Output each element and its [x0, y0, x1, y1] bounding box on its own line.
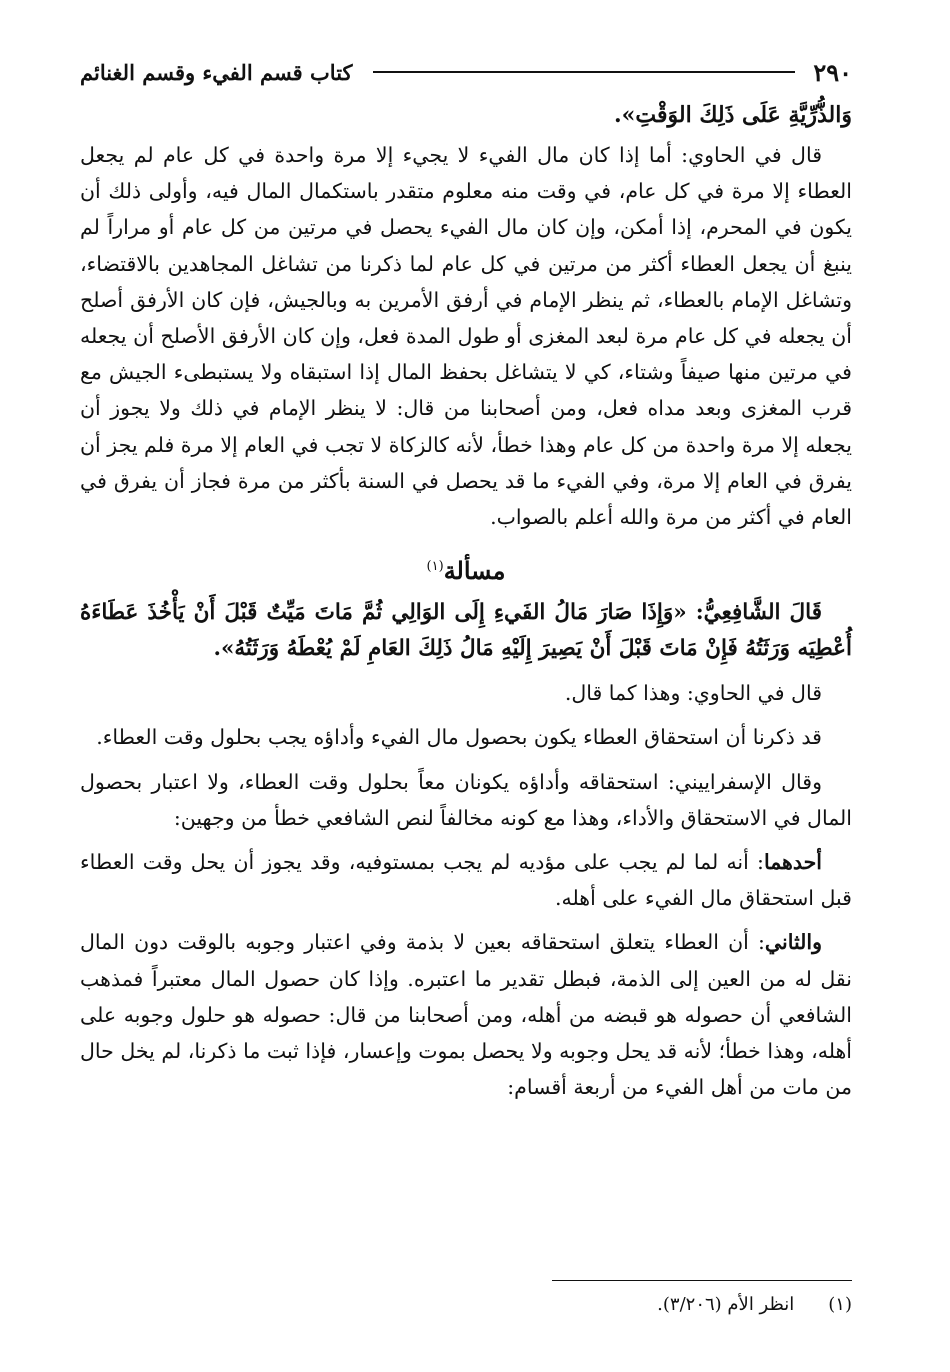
first-reason-text: : أنه لما لم يجب على مؤديه لم يجب بمستوفيه، وقد يجوز أن يحل وقت العطاء قبل استحقاق مال الفيء على أهله. [80, 850, 852, 911]
page-number: ٢٩٠ [813, 57, 852, 87]
second-reason-lead: والثاني [764, 930, 822, 955]
paragraph-first-reason [80, 844, 852, 916]
paragraph-second-reason [80, 924, 852, 1105]
shafii-quote: قَالَ الشَّافِعِيُّ: «وَإِذَا صَارَ مَالُ الفَيءِ إِلَى الوَالِي ثُمَّ مَاتَ مَيِّتٌ قَبْلَ أَنْ يَأْخُذَ عَطَاءَهُ أُعْطِيَه وَرَثَتُهُ فَإِنْ مَاتَ قَبْلَ أَنْ يَصِيرَ إِلَيْهِ مَالُ ذَلِكَ العَامِ لَمْ يُعْطَهُ وَرَثَتُهُ». [80, 600, 852, 662]
running-title: كتاب قسم الفيء وقسم الغنائم [80, 59, 353, 85]
quote-continuation: وَالذُّرِّيَّةِ عَلَى ذَلِكَ الوَقْتِ». [613, 102, 852, 128]
footnote-divider [552, 1280, 852, 1281]
paragraph-3: قد ذكرنا أن استحقاق العطاء يكون بحصول مال الفيء وأداؤه يجب بحلول وقت العطاء. [96, 725, 822, 750]
section-title-text: مسألة [443, 556, 506, 586]
page-header [80, 52, 852, 92]
second-reason-text: : أن العطاء يتعلق استحقاقه بعين لا بذمة وفي اعتبار وجوبه بالوقت دون المال نقل له من العين إلى الذمة، فبطل تقدير ما اعتبره. وإذا كان حصول المال معتبراً فمذهب الشافعي أن حصوله هو قبضه من أهله، ومن أصحابنا من قال: حصوله هو حلول وجوبه على أهله، وهذا خطأ؛ لأنه قد يحل وجوبه ولا يحصل بموت وإعسار، فإذا ثبت ما ذكرنا، لم يخل حال من مات من أهل الفيء من أربعة أقسام: [80, 930, 852, 1100]
paragraph-isfarayini: وقال الإسفراييني: استحقاقه وأداؤه يكونان معاً بحلول وقت العطاء، ولا اعتبار بحصول المال في الاستحقاق والأداء، وهذا مع كونه مخالفاً لنص الشافعي خطأ من وجهين: [80, 769, 852, 830]
first-reason-lead: أحدهما [763, 850, 822, 875]
paragraph-hawi-1: قال في الحاوي: أما إذا كان مال الفيء لا يجيء إلا مرة واحدة في كل عام لم يجعل العطاء إلا مرة في كل عام، في وقت منه معلوم متقدر باستكمال المال فيه، وأولى ذلك أن يكون في المحرم، إذا أمكن، وإن كان مال الفيء يحصل في مرتين من كل عام أو مراراً لم ينبغ أن يجعل العطاء أكثر من مرتين في كل عام لما ذكرنا من تشاغل المجاهدين بالاقتضاء، وتشاغل الإمام بالعطاء، ثم ينظر الإمام في أرفق الأمرين به وبالجيش، فإن كان الأرفق أصلح أن يجعله في كل عام مرة لبعد المغزى أو طول المدة فعل، وإن كان الأرفق الأصلح أن يجعله في مرتين منها صيفاً وشتاء، كي لا يتشاغل بحفظ المال إذا استبقاه ولا يستبطىء الجيش مع قرب المغزى وبعد مداه فعل، ومن أصحابنا من قال: لا ينظر الإمام في ذلك ولا يجوز أن يجعله إلا مرة واحدة من كل عام وهذا خطأ، لأنه كالزكاة لا تجب في العام إلا مرة فلم يجز أن يفرق في العام إلا مرة، وفي الفيء ما قد يحصل في السنة بأكثر من مرة فجاز أن يفرق في العام في أكثر من مرة والله أعلم بالصواب. [80, 143, 852, 530]
main-text [80, 95, 852, 1105]
header-divider [373, 71, 796, 73]
footnote [80, 1294, 852, 1315]
footnote-ref: (١) [426, 559, 444, 575]
section-heading [80, 547, 852, 591]
footnote-text: انظر الأم (٣/٢٠٦). [657, 1294, 795, 1315]
paragraph-hawi-2: قال في الحاوي: وهذا كما قال. [564, 681, 822, 706]
footnote-number: (١) [828, 1294, 852, 1315]
